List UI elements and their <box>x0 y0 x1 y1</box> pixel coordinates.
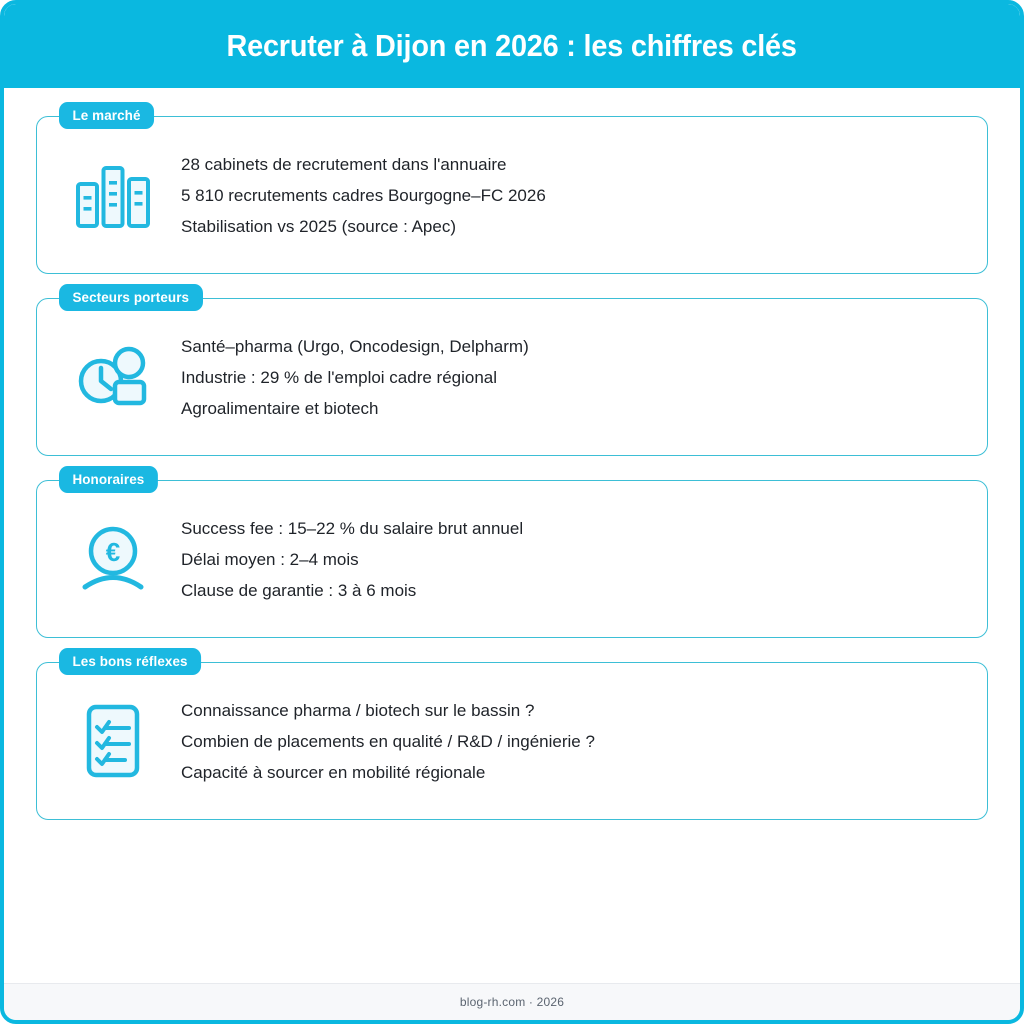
section-line: Agroalimentaire et biotech <box>181 398 379 418</box>
buildings-icon <box>67 149 159 241</box>
svg-text:€: € <box>105 537 121 567</box>
section-line: Délai moyen : 2–4 mois <box>181 549 359 569</box>
section-le-marche <box>36 107 988 274</box>
section-line: Success fee : 15–22 % du salaire brut annuel <box>181 518 524 538</box>
section-badge: Les bons réflexes <box>59 648 201 675</box>
section-badge: Le marché <box>59 102 154 129</box>
section-badge: Honoraires <box>59 466 158 493</box>
section-line: Connaissance pharma / biotech sur le bassin ? <box>181 700 535 720</box>
section-line: Capacité à sourcer en mobilité régionale <box>181 762 486 782</box>
sections-container <box>4 88 1020 963</box>
page-title: Recruter à Dijon en 2026 : les chiffres clés <box>226 28 798 63</box>
header-banner <box>4 4 1020 88</box>
section-lines <box>159 149 987 242</box>
section-line: 5 810 recrutements cadres Bourgogne–FC 2026 <box>181 185 546 205</box>
section-les-bons-reflexes <box>36 653 988 820</box>
footer-bar <box>4 983 1020 1020</box>
section-line: Clause de garantie : 3 à 6 mois <box>181 580 417 600</box>
section-line: Industrie : 29 % de l'emploi cadre régional <box>181 367 498 387</box>
section-lines <box>159 513 987 606</box>
section-lines <box>159 695 987 788</box>
euro-coin-icon <box>67 513 159 605</box>
section-lines <box>159 331 987 424</box>
section-secteurs-porteurs <box>36 289 988 456</box>
section-line: 28 cabinets de recrutement dans l'annuaire <box>181 154 507 174</box>
clock-person-icon <box>67 331 159 423</box>
section-line: Combien de placements en qualité / R&D / ingénierie ? <box>181 731 595 751</box>
section-honoraires <box>36 471 988 638</box>
footer-credit: blog-rh.com · 2026 <box>459 995 565 1009</box>
checklist-icon <box>67 695 159 787</box>
section-line: Stabilisation vs 2025 (source : Apec) <box>181 216 456 236</box>
section-badge: Secteurs porteurs <box>59 284 203 311</box>
section-line: Santé–pharma (Urgo, Oncodesign, Delpharm) <box>181 336 529 356</box>
